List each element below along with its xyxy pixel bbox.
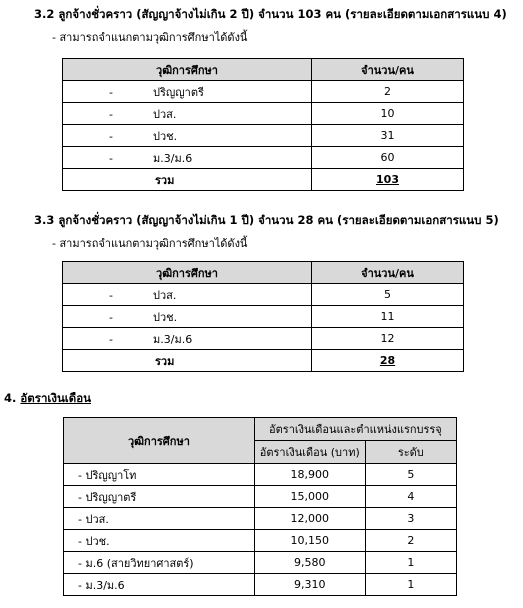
col-header-edu: วุฒิการศึกษา <box>63 59 312 81</box>
level-cell: 2 <box>365 530 456 552</box>
table-row <box>64 574 457 596</box>
section-3-3-heading: 3.3 ลูกจ้างชั่วคราว (สัญญาจ้างไม่เกิน 1 ปี) จำนวน 28 คน (รายละเอียดตามเอกสารแนบ 5) <box>34 213 499 227</box>
table-row <box>63 328 464 350</box>
count-cell: 11 <box>312 306 464 328</box>
section-3-2-subtitle: - สามารถจำแนกตามวุฒิการศึกษาได้ดังนี้ <box>52 31 248 44</box>
edu-cell: - ปวส. <box>64 508 255 530</box>
table-row <box>64 552 457 574</box>
edu-cell: - ม.6 (สายวิทยาศาสตร์) <box>64 552 255 574</box>
salary-cell: 15,000 <box>254 486 365 508</box>
level-cell: 1 <box>365 574 456 596</box>
edu-cell: - ปริญญาตรี <box>64 486 255 508</box>
section-4-number: 4. <box>4 391 17 405</box>
col-header-edu: วุฒิการศึกษา <box>64 418 255 464</box>
edu-level: ปริญญาตรี <box>153 85 204 99</box>
dash: - <box>109 310 113 324</box>
section-3-2-heading: 3.2 ลูกจ้างชั่วคราว (สัญญาจ้างไม่เกิน 2 ปี) จำนวน 103 คน (รายละเอียดตามเอกสารแนบ 4) <box>34 7 507 21</box>
salary-cell: 9,310 <box>254 574 365 596</box>
dash: - <box>109 129 113 143</box>
total-value: 28 <box>379 354 396 367</box>
table-salary <box>63 417 457 596</box>
table-row <box>63 284 464 306</box>
table-row <box>63 306 464 328</box>
col-header-group: อัตราเงินเดือนและตำแหน่งแรกบรรจุ <box>254 418 456 441</box>
table-row <box>64 464 457 486</box>
table-row <box>63 103 464 125</box>
table-row <box>64 508 457 530</box>
edu-level: ปวช. <box>153 310 178 324</box>
table-3-3 <box>62 261 464 372</box>
salary-cell: 9,580 <box>254 552 365 574</box>
edu-level: ปวส. <box>153 107 177 121</box>
salary-cell: 10,150 <box>254 530 365 552</box>
col-header-salary: อัตราเงินเดือน (บาท) <box>254 441 365 464</box>
dash: - <box>109 107 113 121</box>
edu-cell: - ม.3/ม.6 <box>64 574 255 596</box>
dash: - <box>109 332 113 346</box>
table-3-2 <box>62 58 464 191</box>
count-cell: 2 <box>312 81 464 103</box>
total-label: รวม <box>63 350 312 372</box>
table-row <box>63 147 464 169</box>
edu-level: ม.3/ม.6 <box>153 332 193 346</box>
col-header-edu: วุฒิการศึกษา <box>63 262 312 284</box>
count-cell: 10 <box>312 103 464 125</box>
col-header-count: จำนวน/คน <box>312 59 464 81</box>
count-cell: 60 <box>312 147 464 169</box>
level-cell: 4 <box>365 486 456 508</box>
section-4-title: อัตราเงินเดือน <box>20 391 91 405</box>
edu-level: ปวช. <box>153 129 178 143</box>
count-cell: 12 <box>312 328 464 350</box>
section-3-3-subtitle: - สามารถจำแนกตามวุฒิการศึกษาได้ดังนี้ <box>52 237 248 250</box>
count-cell: 31 <box>312 125 464 147</box>
edu-level: ม.3/ม.6 <box>153 151 193 165</box>
salary-cell: 12,000 <box>254 508 365 530</box>
total-row <box>63 350 464 372</box>
col-header-level: ระดับ <box>365 441 456 464</box>
dash: - <box>109 85 113 99</box>
table-row <box>64 486 457 508</box>
edu-cell: - ปริญญาโท <box>64 464 255 486</box>
table-row <box>63 81 464 103</box>
level-cell: 3 <box>365 508 456 530</box>
col-header-count: จำนวน/คน <box>312 262 464 284</box>
section-4-heading <box>4 390 91 408</box>
total-label: รวม <box>63 169 312 191</box>
table-row <box>63 125 464 147</box>
level-cell: 5 <box>365 464 456 486</box>
dash: - <box>109 288 113 302</box>
edu-level: ปวส. <box>153 288 177 302</box>
count-cell: 5 <box>312 284 464 306</box>
salary-cell: 18,900 <box>254 464 365 486</box>
level-cell: 1 <box>365 552 456 574</box>
total-value: 103 <box>376 173 399 186</box>
edu-cell: - ปวช. <box>64 530 255 552</box>
total-row <box>63 169 464 191</box>
dash: - <box>109 151 113 165</box>
table-row <box>64 530 457 552</box>
